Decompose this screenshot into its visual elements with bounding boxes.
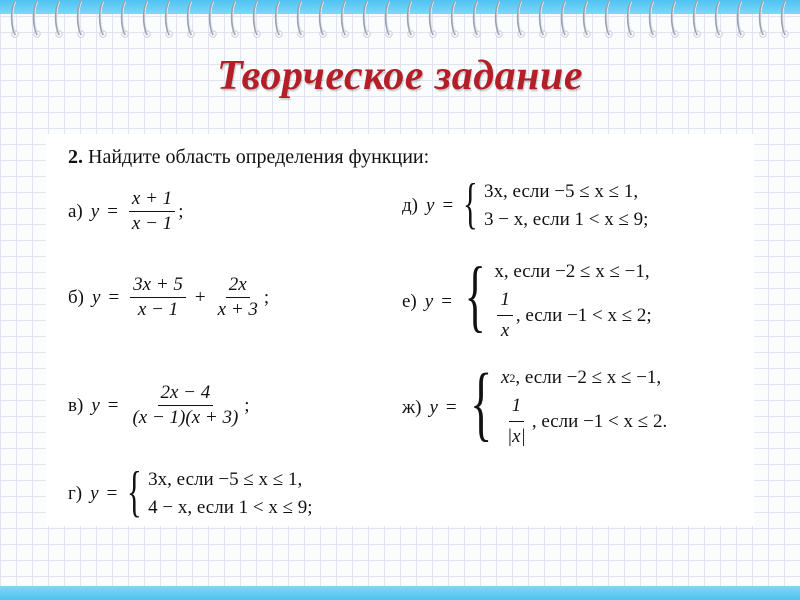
denominator: (x − 1)(x + 3) <box>132 407 239 428</box>
item-zh <box>402 357 668 453</box>
item-label: б) <box>68 286 84 308</box>
numerator: 3x + 5 <box>130 274 186 298</box>
left-brace: { <box>464 252 486 340</box>
spiral-ring-icon <box>558 0 572 42</box>
case-1: x, если −2 ≤ x ≤ −1, <box>494 261 650 282</box>
item-a <box>68 188 183 235</box>
cases <box>148 464 312 524</box>
fraction <box>129 188 175 235</box>
spiral-ring-icon <box>404 0 418 42</box>
spiral-ring-icon <box>294 0 308 42</box>
slide-title: Творческое задание <box>217 53 583 99</box>
item-label: в) <box>68 394 84 416</box>
spiral-ring-icon <box>96 0 110 42</box>
case-2: 3 − x, если 1 < x ≤ 9; <box>484 209 649 230</box>
spiral-ring-icon <box>426 0 440 42</box>
denominator: x − 1 <box>131 213 173 234</box>
terminator: ; <box>263 286 270 308</box>
condition: , если −1 < x ≤ 2; <box>515 304 652 326</box>
item-label: г) <box>68 483 83 504</box>
spiral-ring-icon <box>668 0 682 42</box>
fraction <box>504 392 529 451</box>
item-v <box>68 382 250 429</box>
spiral-ring-icon <box>646 0 660 42</box>
item-label: д) <box>402 195 418 216</box>
y-variable: y <box>91 394 100 416</box>
terminator: ; <box>244 394 250 416</box>
spiral-ring-icon <box>206 0 220 42</box>
case-2 <box>501 392 667 451</box>
left-brace: { <box>463 173 478 235</box>
y-variable: y <box>424 290 434 312</box>
y-variable: y <box>426 195 435 216</box>
spiral-ring-icon <box>536 0 550 42</box>
cases <box>494 256 651 347</box>
spiral-ring-icon <box>162 0 176 42</box>
condition: , если −1 < x ≤ 2. <box>531 410 668 432</box>
equals-sign: = <box>108 286 120 308</box>
spiral-ring-icon <box>118 0 132 42</box>
equals-sign: = <box>107 394 119 416</box>
power-exponent: 2 <box>509 371 516 385</box>
spiral-ring-icon <box>30 0 44 42</box>
spiral-ring-icon <box>448 0 462 42</box>
spiral-ring-icon <box>140 0 154 42</box>
case-1: 3x, если −5 ≤ x ≤ 1, <box>484 181 639 202</box>
spiral-ring-icon <box>492 0 506 42</box>
item-label: ж) <box>402 396 422 418</box>
y-variable: y <box>90 483 99 504</box>
spiral-ring-icon <box>184 0 198 42</box>
spiral-ring-icon <box>74 0 88 42</box>
numerator: x + 1 <box>129 188 175 212</box>
spiral-ring-icon <box>228 0 242 42</box>
spiral-ring-icon <box>52 0 66 42</box>
piecewise-system <box>461 173 649 236</box>
spiral-ring-icon <box>470 0 484 42</box>
case-2 <box>494 286 651 345</box>
case-2: 4 − x, если 1 < x ≤ 9; <box>148 497 313 518</box>
task-number: 2. <box>68 146 83 168</box>
spiral-ring-icon <box>382 0 396 42</box>
denominator: x + 3 <box>217 299 258 320</box>
piecewise-system <box>460 252 652 347</box>
numerator: 2x <box>226 274 250 298</box>
denominator: x <box>500 320 510 341</box>
spiral-ring-icon <box>778 0 792 42</box>
task-heading <box>68 146 429 169</box>
item-e <box>402 252 652 347</box>
cases <box>484 176 648 236</box>
spiral-ring-icon <box>712 0 726 42</box>
terminator: ; <box>178 200 184 222</box>
cases <box>501 362 667 453</box>
item-label: е) <box>402 290 417 312</box>
condition: , если −2 ≤ x ≤ −1, <box>515 367 662 388</box>
case-1 <box>501 364 667 392</box>
numerator: 1 <box>509 392 525 422</box>
piecewise-system <box>125 461 313 524</box>
spiral-ring-icon <box>580 0 594 42</box>
equals-sign: = <box>441 290 452 312</box>
equals-sign: = <box>442 195 454 216</box>
fraction <box>215 274 261 321</box>
bottom-blue-band <box>0 586 800 600</box>
spiral-ring-icon <box>360 0 374 42</box>
numerator: 1 <box>497 286 513 316</box>
spiral-ring-icon <box>8 0 22 42</box>
task-sheet <box>46 134 754 526</box>
fraction <box>129 382 241 429</box>
item-d <box>402 173 649 236</box>
case-1: 3x, если −5 ≤ x ≤ 1, <box>148 469 303 490</box>
left-brace: { <box>469 357 492 450</box>
spiral-ring-icon <box>514 0 528 42</box>
plus-sign: + <box>194 286 206 308</box>
spiral-ring-icon <box>624 0 638 42</box>
equals-sign: = <box>106 483 118 504</box>
spiral-ring-icon <box>690 0 704 42</box>
item-b <box>68 274 269 321</box>
item-label: а) <box>68 200 83 222</box>
notebook-spiral <box>0 0 800 48</box>
denominator: |x| <box>506 426 526 447</box>
equals-sign: = <box>445 396 457 418</box>
piecewise-system <box>465 357 668 453</box>
y-variable: y <box>92 286 101 308</box>
left-brace: { <box>127 461 143 523</box>
fraction <box>130 274 186 321</box>
fraction <box>497 286 513 345</box>
equals-sign: = <box>107 200 118 222</box>
spiral-ring-icon <box>602 0 616 42</box>
spiral-ring-icon <box>756 0 770 42</box>
item-g <box>68 461 313 524</box>
y-variable: y <box>90 200 100 222</box>
spiral-ring-icon <box>338 0 352 42</box>
y-variable: y <box>429 396 438 418</box>
power-base: x <box>500 367 510 388</box>
spiral-ring-icon <box>734 0 748 42</box>
numerator: 2x − 4 <box>158 382 214 406</box>
spiral-ring-icon <box>250 0 264 42</box>
spiral-ring-icon <box>272 0 286 42</box>
spiral-ring-icon <box>316 0 330 42</box>
denominator: x − 1 <box>137 299 179 320</box>
task-text: Найдите область определения функции: <box>88 146 430 168</box>
